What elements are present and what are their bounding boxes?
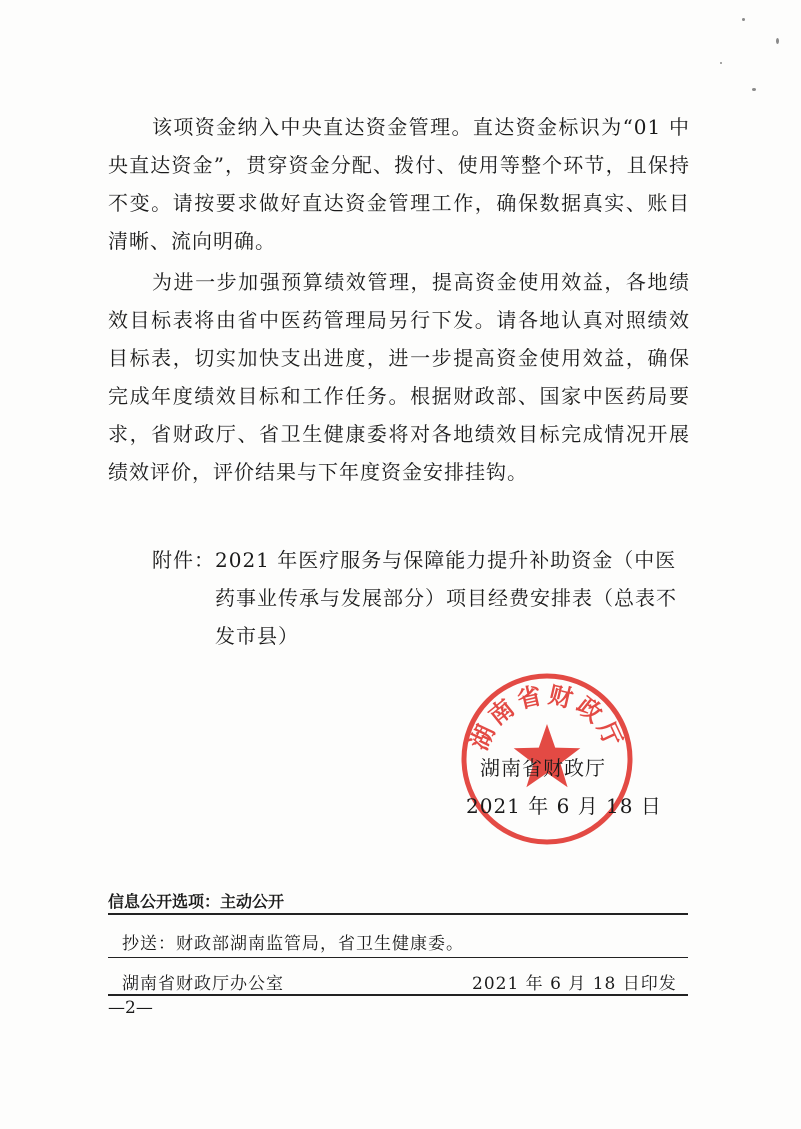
seal-text: 湖南省财政厅 bbox=[465, 680, 629, 755]
footer-rule-bottom bbox=[108, 994, 688, 996]
body-paragraph-2: 为进一步加强预算绩效管理，提高资金使用效益，各地绩效目标表将由省中医药管理局另行下发。请各地认真对照绩效目标表，切实加快支出进度，进一步提高资金使用效益，确保完成年度绩效目标和工作任务。根据财政部、国家中医药局要求，省财政厅、省卫生健康委将对各地绩效目标完成情况开展绩效评价，评价结果与下年度资金安排挂钩。 bbox=[108, 270, 690, 484]
scan-speck bbox=[742, 18, 745, 21]
body-paragraph-1: 该项资金纳入中央直达资金管理。直达资金标识为“01 中央直达资金”，贯穿资金分配、拨付、使用等整个环节，且保持不变。请按要求做好直达资金管理工作，确保数据真实、账目清晰、流向明确。 bbox=[108, 115, 690, 253]
print-date: 2021 年 6 月 18 日印发 bbox=[472, 974, 677, 994]
signature-org: 湖南省财政厅 bbox=[480, 756, 606, 780]
issuing-office: 湖南省财政厅办公室 bbox=[122, 974, 284, 994]
attachment-label: 附件： bbox=[152, 548, 215, 572]
footer-rule-middle bbox=[108, 957, 688, 958]
footer-rule-top bbox=[108, 913, 688, 915]
scan-speck bbox=[752, 88, 756, 91]
attachment bbox=[152, 541, 697, 655]
scan-speck bbox=[776, 38, 779, 44]
disclosure-option: 信息公开选项：主动公开 bbox=[108, 892, 285, 911]
attachment-text: 2021 年医疗服务与保障能力提升补助资金（中医药事业传承与发展部分）项目经费安排表（总表不发市县） bbox=[215, 548, 677, 648]
cc-line: 抄送：财政部湖南监管局，省卫生健康委。 bbox=[122, 934, 464, 954]
signature-date: 2021 年 6 月 18 日 bbox=[466, 794, 662, 818]
page-number: —2— bbox=[108, 998, 153, 1018]
scan-speck bbox=[720, 62, 722, 64]
